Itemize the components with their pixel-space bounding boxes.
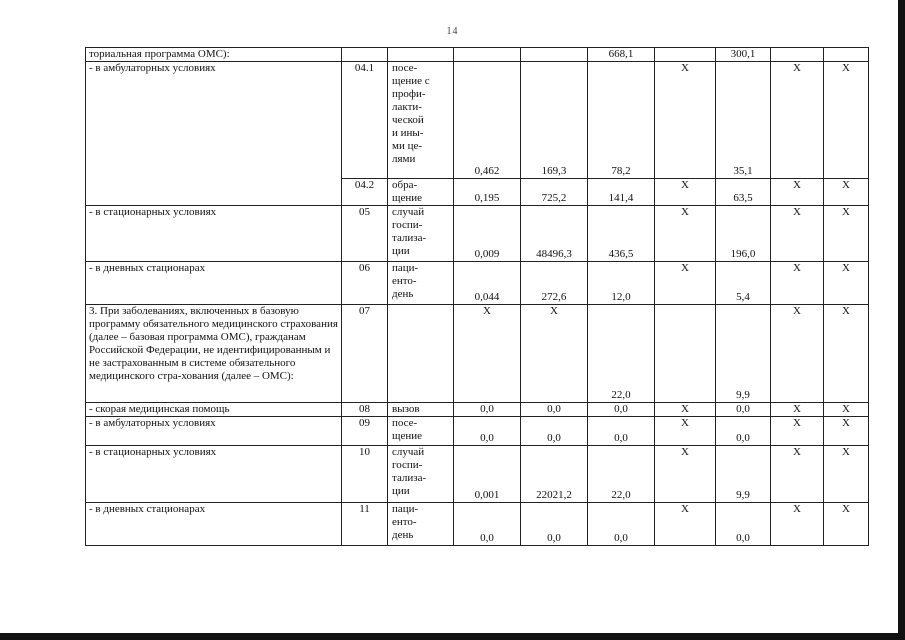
- row-c8: 9,9: [716, 305, 771, 403]
- row-c4: 0,0: [454, 403, 521, 417]
- row-c7: X: [655, 503, 716, 546]
- row-name: - в амбулаторных условиях: [86, 62, 342, 206]
- page-number: 14: [446, 26, 459, 37]
- row-c9: X: [771, 403, 824, 417]
- row-c4: X: [454, 305, 521, 403]
- table-row: [86, 417, 869, 446]
- table-row: [86, 62, 869, 179]
- row-c8: 9,9: [716, 446, 771, 503]
- row-c4: 0,009: [454, 206, 521, 262]
- row-c8: 0,0: [716, 417, 771, 446]
- row-c6: 668,1: [588, 48, 655, 62]
- table-row: [86, 48, 869, 62]
- row-c7: X: [655, 62, 716, 179]
- row-c5: 22021,2: [521, 446, 588, 503]
- row-c9: X: [771, 262, 824, 305]
- row-c9: [771, 48, 824, 62]
- row-c8: 5,4: [716, 262, 771, 305]
- row-c10: X: [824, 62, 869, 179]
- row-unit: [388, 48, 454, 62]
- row-unit: [388, 305, 454, 403]
- row-c6: 22,0: [588, 305, 655, 403]
- row-c9: X: [771, 503, 824, 546]
- table-row: [86, 206, 869, 262]
- row-code: 10: [342, 446, 388, 503]
- scan-border-right: [898, 0, 905, 640]
- row-c6: 78,2: [588, 62, 655, 179]
- table-row: [86, 446, 869, 503]
- table-row: [86, 262, 869, 305]
- scan-border-bottom: [0, 633, 905, 640]
- row-unit: случай госпи- тализа- ции: [388, 446, 454, 503]
- row-code: 04.1: [342, 62, 388, 179]
- row-c10: X: [824, 305, 869, 403]
- row-c7: X: [655, 206, 716, 262]
- row-c5: 272,6: [521, 262, 588, 305]
- row-c4: 0,0: [454, 417, 521, 446]
- row-c10: X: [824, 503, 869, 546]
- row-c5: 725,2: [521, 179, 588, 206]
- row-c4: 0,195: [454, 179, 521, 206]
- row-c10: [824, 48, 869, 62]
- data-table: [85, 47, 869, 546]
- row-c10: X: [824, 206, 869, 262]
- row-c10: X: [824, 417, 869, 446]
- row-c5: [521, 48, 588, 62]
- row-c9: X: [771, 446, 824, 503]
- row-code: 08: [342, 403, 388, 417]
- row-unit: случай госпи- тализа- ции: [388, 206, 454, 262]
- row-c10: X: [824, 262, 869, 305]
- row-name: - в стационарных условиях: [86, 206, 342, 262]
- row-c6: 12,0: [588, 262, 655, 305]
- row-c4: 0,044: [454, 262, 521, 305]
- row-c7: X: [655, 179, 716, 206]
- row-c7: [655, 305, 716, 403]
- row-c9: X: [771, 417, 824, 446]
- row-c8: 63,5: [716, 179, 771, 206]
- row-c4: 0,462: [454, 62, 521, 179]
- row-c5: X: [521, 305, 588, 403]
- row-c8: 0,0: [716, 503, 771, 546]
- row-unit: вызов: [388, 403, 454, 417]
- row-c6: 0,0: [588, 503, 655, 546]
- row-c7: X: [655, 446, 716, 503]
- row-code: 11: [342, 503, 388, 546]
- row-c10: X: [824, 446, 869, 503]
- row-c10: X: [824, 179, 869, 206]
- row-c4: [454, 48, 521, 62]
- row-c9: X: [771, 206, 824, 262]
- row-c5: 169,3: [521, 62, 588, 179]
- row-c4: 0,0: [454, 503, 521, 546]
- row-c9: X: [771, 62, 824, 179]
- table-row: [86, 403, 869, 417]
- row-name: - в дневных стационарах: [86, 503, 342, 546]
- row-c9: X: [771, 305, 824, 403]
- row-name: - в стационарных условиях: [86, 446, 342, 503]
- row-c7: X: [655, 262, 716, 305]
- row-c6: 436,5: [588, 206, 655, 262]
- row-c5: 0,0: [521, 403, 588, 417]
- row-code: 07: [342, 305, 388, 403]
- table-row: [86, 305, 869, 403]
- row-c8: 300,1: [716, 48, 771, 62]
- row-unit: паци- енто- день: [388, 503, 454, 546]
- table-row: [86, 503, 869, 546]
- row-c8: 0,0: [716, 403, 771, 417]
- row-c10: X: [824, 403, 869, 417]
- row-c6: 22,0: [588, 446, 655, 503]
- row-code: 04.2: [342, 179, 388, 206]
- row-c6: 141,4: [588, 179, 655, 206]
- row-c7: X: [655, 417, 716, 446]
- row-name: - скорая медицинская помощь: [86, 403, 342, 417]
- row-code: [342, 48, 388, 62]
- row-c9: X: [771, 179, 824, 206]
- row-code: 06: [342, 262, 388, 305]
- row-c7: X: [655, 403, 716, 417]
- row-name: 3. При заболеваниях, включенных в базовую программу обязательного медицинского страхования (далее – базовая программа ОМС), гражданам Российской Федерации, не идентифицированным и не застрахованным в системе обязательного медицинского стра-хования (далее – ОМС):: [86, 305, 342, 403]
- row-c6: 0,0: [588, 417, 655, 446]
- row-code: 05: [342, 206, 388, 262]
- row-unit: паци- енто- день: [388, 262, 454, 305]
- row-unit: посе- щение: [388, 417, 454, 446]
- row-c5: 0,0: [521, 503, 588, 546]
- row-c7: [655, 48, 716, 62]
- row-c4: 0,001: [454, 446, 521, 503]
- row-c6: 0,0: [588, 403, 655, 417]
- row-name: ториальная программа ОМС):: [86, 48, 342, 62]
- row-c5: 0,0: [521, 417, 588, 446]
- row-c5: 48496,3: [521, 206, 588, 262]
- row-c8: 35,1: [716, 62, 771, 179]
- row-name: - в дневных стационарах: [86, 262, 342, 305]
- row-code: 09: [342, 417, 388, 446]
- row-unit: обра- щение: [388, 179, 454, 206]
- row-c8: 196,0: [716, 206, 771, 262]
- row-unit: посе- щение с профи- лакти- ческой и ины- ми це- лями: [388, 62, 454, 179]
- row-name: - в амбулаторных условиях: [86, 417, 342, 446]
